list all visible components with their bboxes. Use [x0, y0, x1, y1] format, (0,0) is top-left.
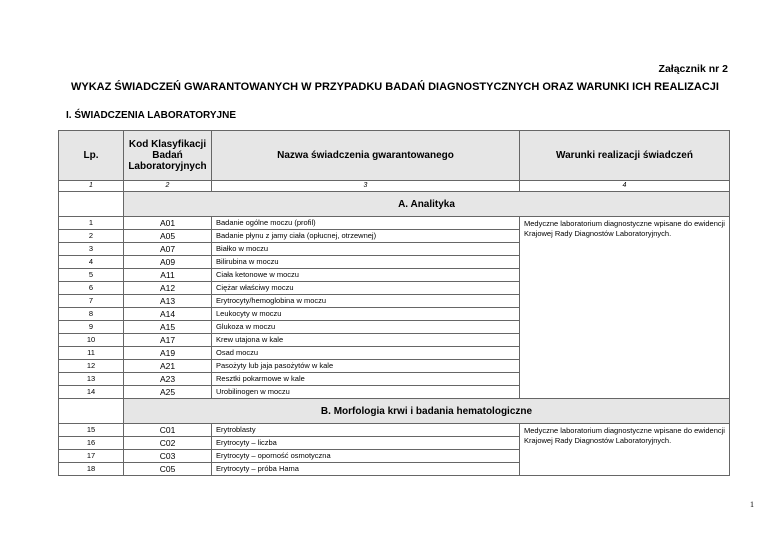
row-service-name: Bilirubina w moczu	[212, 256, 520, 269]
row-number: 4	[59, 256, 124, 269]
document-title: WYKAZ ŚWIADCZEŃ GWARANTOWANYCH W PRZYPADKU BADAŃ DIAGNOSTYCZNYCH ORAZ WARUNKI ICH REALIZACJI	[71, 81, 719, 93]
row-number: 18	[59, 463, 124, 476]
header-code: Kod Klasyfikacji Badań Laboratoryjnych	[124, 131, 212, 181]
row-service-name: Ciała ketonowe w moczu	[212, 269, 520, 282]
row-service-name: Erytrocyty – liczba	[212, 437, 520, 450]
row-code: A23	[124, 373, 212, 386]
row-number: 11	[59, 347, 124, 360]
row-number: 6	[59, 282, 124, 295]
row-code: A14	[124, 308, 212, 321]
row-service-name: Resztki pokarmowe w kale	[212, 373, 520, 386]
row-code: A05	[124, 230, 212, 243]
group-header-row	[59, 399, 730, 424]
row-service-name: Osad moczu	[212, 347, 520, 360]
column-number: 3	[212, 181, 520, 192]
row-number: 2	[59, 230, 124, 243]
header-service-name: Nazwa świadczenia gwarantowanego	[212, 131, 520, 181]
row-code: A09	[124, 256, 212, 269]
row-code: C01	[124, 424, 212, 437]
row-service-name: Urobilinogen w moczu	[212, 386, 520, 399]
row-number: 5	[59, 269, 124, 282]
row-number: 7	[59, 295, 124, 308]
row-number: 1	[59, 217, 124, 230]
table-row	[59, 424, 730, 437]
row-code: A01	[124, 217, 212, 230]
row-code: A21	[124, 360, 212, 373]
row-service-name: Erytrocyty/hemoglobina w moczu	[212, 295, 520, 308]
column-number: 4	[520, 181, 730, 192]
row-number: 15	[59, 424, 124, 437]
row-number: 17	[59, 450, 124, 463]
row-code: A15	[124, 321, 212, 334]
row-number: 10	[59, 334, 124, 347]
group-header-row	[59, 192, 730, 217]
column-number-row	[59, 181, 730, 192]
row-code: C03	[124, 450, 212, 463]
section-heading: I. ŚWIADCZENIA LABORATORYJNE	[66, 110, 237, 121]
services-table	[58, 130, 730, 476]
row-service-name: Białko w moczu	[212, 243, 520, 256]
row-service-name: Leukocyty w moczu	[212, 308, 520, 321]
group-blank-cell	[59, 399, 124, 424]
conditions-cell: Medyczne laboratorium diagnostyczne wpisane do ewidencji Krajowej Rady Diagnostów Laboratoryjnych.	[520, 217, 730, 399]
row-code: A13	[124, 295, 212, 308]
row-service-name: Erytrocyty – oporność osmotyczna	[212, 450, 520, 463]
table-header-row	[59, 131, 730, 181]
row-service-name: Badanie ogólne moczu (profil)	[212, 217, 520, 230]
row-number: 16	[59, 437, 124, 450]
row-code: C02	[124, 437, 212, 450]
row-service-name: Ciężar właściwy moczu	[212, 282, 520, 295]
group-title: A. Analityka	[124, 192, 730, 217]
conditions-cell: Medyczne laboratorium diagnostyczne wpisane do ewidencji Krajowej Rady Diagnostów Laboratoryjnych.	[520, 424, 730, 476]
row-service-name: Krew utajona w kale	[212, 334, 520, 347]
row-code: A07	[124, 243, 212, 256]
row-number: 8	[59, 308, 124, 321]
row-code: A17	[124, 334, 212, 347]
table-row	[59, 217, 730, 230]
row-service-name: Erytroblasty	[212, 424, 520, 437]
row-service-name: Badanie płynu z jamy ciała (opłucnej, otrzewnej)	[212, 230, 520, 243]
row-code: A12	[124, 282, 212, 295]
header-conditions: Warunki realizacji świadczeń	[520, 131, 730, 181]
row-number: 13	[59, 373, 124, 386]
row-number: 14	[59, 386, 124, 399]
group-title: B. Morfologia krwi i badania hematologiczne	[124, 399, 730, 424]
row-number: 9	[59, 321, 124, 334]
row-code: A19	[124, 347, 212, 360]
row-service-name: Pasożyty lub jaja pasożytów w kale	[212, 360, 520, 373]
annex-label: Załącznik nr 2	[658, 63, 728, 75]
row-code: C05	[124, 463, 212, 476]
row-number: 12	[59, 360, 124, 373]
row-code: A11	[124, 269, 212, 282]
row-service-name: Erytrocyty – próba Hama	[212, 463, 520, 476]
column-number: 1	[59, 181, 124, 192]
row-number: 3	[59, 243, 124, 256]
page-number: 1	[750, 500, 754, 509]
column-number: 2	[124, 181, 212, 192]
group-blank-cell	[59, 192, 124, 217]
row-service-name: Glukoza w moczu	[212, 321, 520, 334]
row-code: A25	[124, 386, 212, 399]
header-lp: Lp.	[59, 131, 124, 181]
